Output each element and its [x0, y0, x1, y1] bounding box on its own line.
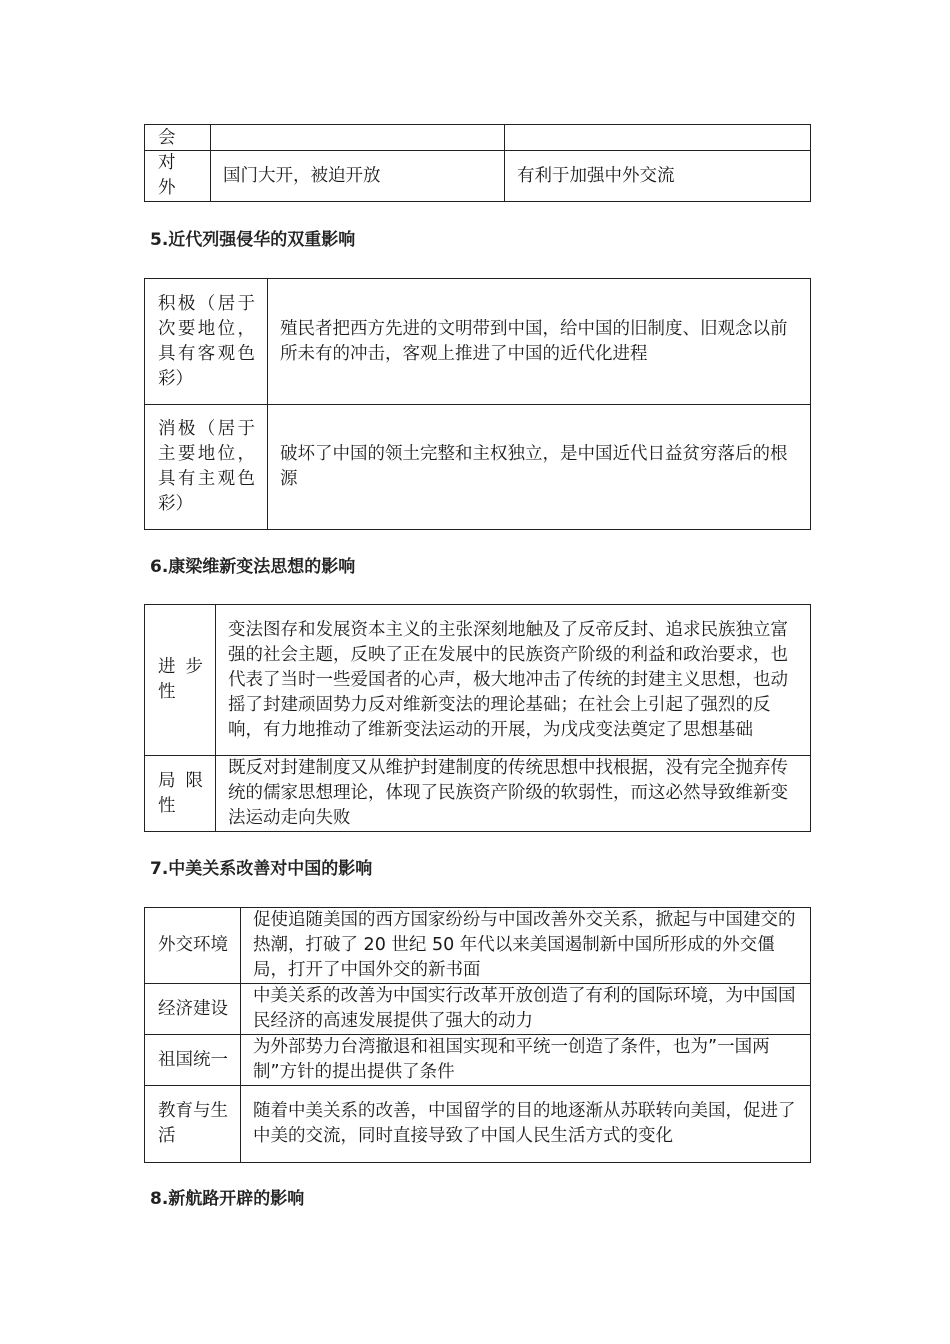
table-cell	[505, 125, 811, 151]
table-cell: 促使追随美国的西方国家纷纷与中国改善外交关系，掀起与中国建交的热潮，打破了 20 世纪 50 年代以来美国遏制新中国所形成的外交僵局，打开了中国外交的新书面	[241, 908, 811, 984]
table-sino-us-impact	[144, 907, 811, 1163]
table-row	[145, 908, 811, 984]
row-label: 进步性	[145, 605, 216, 756]
table-cell: 随着中美关系的改善，中国留学的目的地逐渐从苏联转向美国，促进了中美的交流，同时直接导致了中国人民生活方式的变化	[241, 1086, 811, 1163]
table-cell: 中美关系的改善为中国实行改革开放创造了有利的国际环境，为中国国民经济的高速发展提供了强大的动力	[241, 984, 811, 1035]
table-cell: 殖民者把西方先进的文明带到中国，给中国的旧制度、旧观念以前所未有的冲击，客观上推进了中国的近代化进程	[268, 279, 811, 405]
table-invasion-impact	[144, 278, 811, 530]
row-label: 经济建设	[145, 984, 241, 1035]
row-label: 外交环境	[145, 908, 241, 984]
table-cell: 变法图存和发展资本主义的主张深刻地触及了反帝反封、追求民族独立富强的社会主题，反映了正在发展中的民族资产阶级的利益和政治要求，也代表了当时一些爱国者的心声，极大地冲击了传统的封建主义思想，也动摇了封建顽固势力反对维新变法的理论基础；在社会上引起了强烈的反响，有力地推动了维新变法运动的开展，为戊戌变法奠定了思想基础	[216, 605, 811, 756]
table-row	[145, 984, 811, 1035]
row-label: 教育与生活	[145, 1086, 241, 1163]
row-label: 消极（居于主要地位，具有主观色彩）	[145, 405, 268, 530]
row-label: 会	[145, 125, 211, 151]
section-heading-5: 5.近代列强侵华的双重影响	[150, 230, 356, 250]
table-row	[145, 605, 811, 756]
table-row	[145, 1035, 811, 1086]
table-cell: 为外部势力台湾撤退和祖国实现和平统一创造了条件，也为”一国两制”方针的提出提供了条件	[241, 1035, 811, 1086]
table-cell: 既反对封建制度又从维护封建制度的传统思想中找根据，没有完全抛弃传统的儒家思想理论，体现了民族资产阶级的软弱性，而这必然导致维新变法运动走向失败	[216, 756, 811, 832]
section-heading-8: 8.新航路开辟的影响	[150, 1189, 305, 1209]
section-heading-7: 7.中美关系改善对中国的影响	[150, 859, 373, 879]
table-row	[145, 279, 811, 405]
table-row	[145, 125, 811, 151]
table-cell: 有利于加强中外交流	[505, 151, 811, 202]
table-reform-thought-impact	[144, 604, 811, 832]
row-label: 局限性	[145, 756, 216, 832]
table-cell: 破坏了中国的领土完整和主权独立，是中国近代日益贫穷落后的根源	[268, 405, 811, 530]
row-label: 积极（居于次要地位，具有客观色彩）	[145, 279, 268, 405]
row-label: 对外	[145, 151, 211, 202]
section-heading-6: 6.康梁维新变法思想的影响	[150, 557, 356, 577]
table-social-impact-continued	[144, 124, 811, 202]
row-label: 祖国统一	[145, 1035, 241, 1086]
table-row	[145, 756, 811, 832]
table-row	[145, 151, 811, 202]
table-row	[145, 405, 811, 530]
table-row	[145, 1086, 811, 1163]
table-cell: 国门大开，被迫开放	[211, 151, 505, 202]
table-cell	[211, 125, 505, 151]
